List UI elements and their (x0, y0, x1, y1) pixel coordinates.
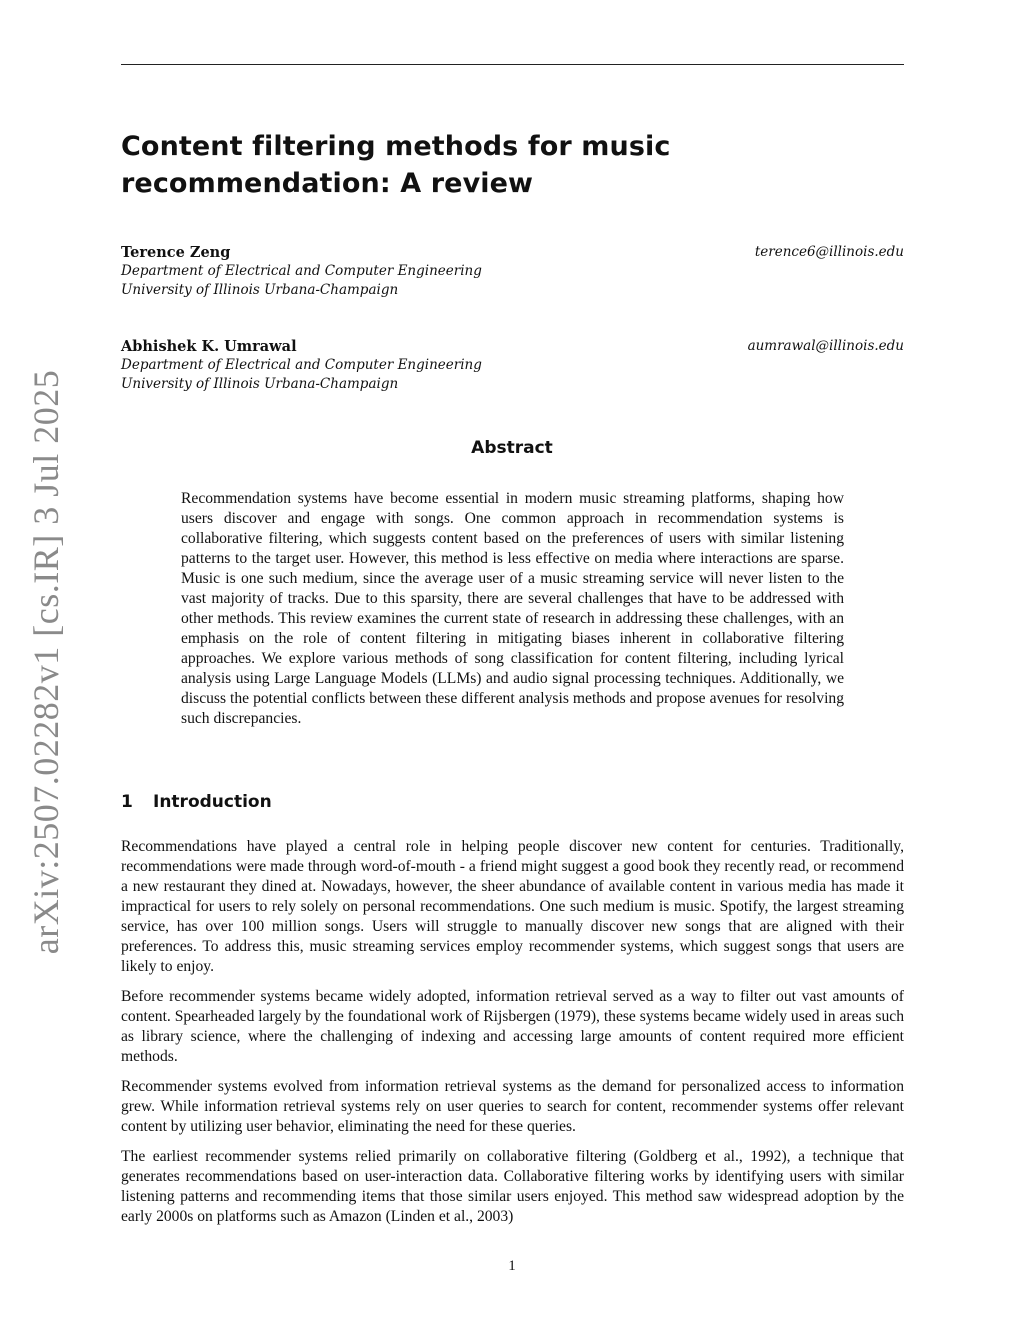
section-heading (121, 792, 904, 812)
section-title: Introduction (153, 792, 272, 812)
paper-title: Content filtering methods for music recommendation: A review (121, 131, 671, 199)
abstract-text: Recommendation systems have become essential in modern music streaming platforms, shaping how users discover and engage with songs. One common approach in recommendation systems is collaborative filtering, which suggests content based on the preferences of users with similar listening patterns to the target user. However, this method is less effective on media where interactions are sparse. Music is one such medium, since the average user of a music streaming service will never listen to the vast majority of tracks. Due to this sparsity, there are several challenges that have to be addressed with other methods. This review examines the current state of research in addressing these challenges, with an emphasis on the role of content filtering in mitigating biases inherent in collaborative filtering approaches. We explore various methods of song classification for content filtering, including lyrical analysis using Large Language Models (LLMs) and audio signal processing techniques. Additionally, we discuss the potential conflicts between these different analysis methods and propose avenues for resolving such discrepancies. (181, 490, 844, 727)
author-block (121, 337, 904, 394)
body-paragraph: Recommendations have played a central role in helping people discover new content for centuries. Traditionally, recommendations were made through word-of-mouth - a friend might suggest a good book they recently read, or recommend a new restaurant they dined at. Nowadays, however, the sheer abundance of available content in various media has made it impractical for users to rely solely on personal recommendations. One such medium is music. Spotify, the largest streaming service, has over 100 million songs. Users will struggle to manually discover new songs that are aligned with their preferences. To address this, music streaming services employ recommender systems, which suggest songs that users are likely to enjoy. (121, 838, 904, 975)
author-email[interactable]: terence6@illinois.edu (754, 244, 904, 260)
author-name: Terence Zeng (121, 244, 231, 261)
author-email[interactable]: aumrawal@illinois.edu (747, 338, 904, 354)
author-university: University of Illinois Urbana-Champaign (121, 376, 399, 392)
body-paragraph: The earliest recommender systems relied primarily on collaborative filtering (Goldberg et al., 1992), a technique that generates recommendations based on user-interaction data. Collaborative filtering works by identifying users with similar listening patterns and recommending items that those similar users enjoyed. This method saw widespread adoption by the early 2000s on platforms such as Amazon (Linden et al., 2003) (121, 1148, 904, 1225)
top-rule (121, 64, 904, 65)
abstract-heading: Abstract (471, 438, 553, 458)
section-body (121, 837, 904, 1237)
body-paragraph: Before recommender systems became widely adopted, information retrieval served as a way to filter out vast amounts of content. Spearheaded largely by the foundational work of Rijsbergen (1979), these systems became widely used in areas such as library science, where the challenging of indexing and accessing large amounts of content required more efficient methods. (121, 988, 904, 1065)
arxiv-identifier: arXiv:2507.02282v1 [cs.IR] 3 Jul 2025 (26, 369, 66, 955)
author-department: Department of Electrical and Computer Engineering (121, 357, 482, 373)
author-department: Department of Electrical and Computer Engineering (121, 263, 482, 279)
author-university: University of Illinois Urbana-Champaign (121, 282, 399, 298)
body-paragraph: Recommender systems evolved from information retrieval systems as the demand for personalized access to information grew. While information retrieval systems rely on user queries to search for content, recommender systems offer relevant content by utilizing user behavior, eliminating the need for these queries. (121, 1078, 904, 1135)
page-number: 1 (508, 1258, 516, 1274)
section-number: 1 (121, 792, 133, 812)
author-name: Abhishek K. Umrawal (121, 338, 297, 355)
author-block (121, 243, 904, 300)
